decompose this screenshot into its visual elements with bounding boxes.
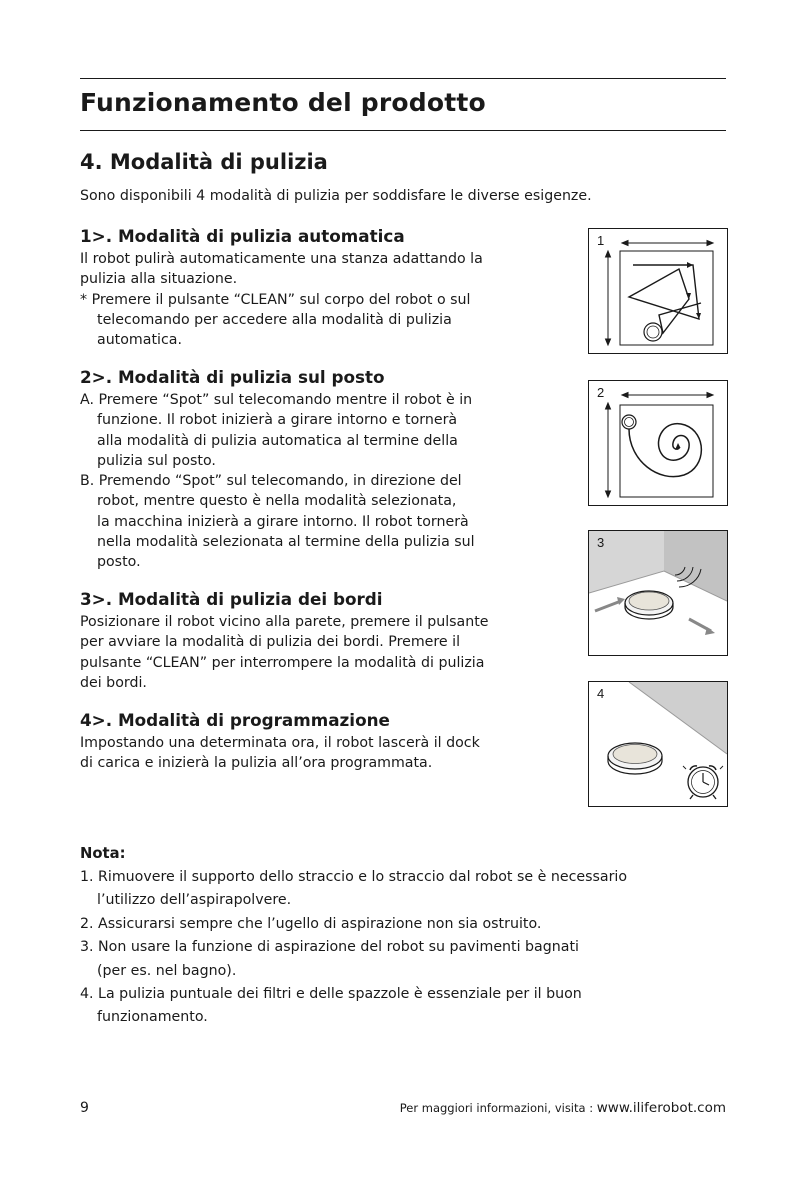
mode-line: per avviare la modalità di pulizia dei bordi. Premere il [80, 634, 461, 651]
mode-line: pulsante “CLEAN” per interrompere la modalità di pulizia [80, 654, 485, 671]
top-rule [80, 78, 726, 79]
intro-text: Sono disponibili 4 modalità di pulizia per soddisfare le diverse esigenze. [80, 188, 592, 204]
figure-edge [588, 530, 728, 656]
figure-number: 2 [597, 385, 605, 400]
mode-line: automatica. [97, 332, 182, 349]
note-line: funzionamento. [97, 1009, 208, 1026]
automatic-cleaning-path-icon [589, 229, 727, 353]
footer-info-text: Per maggiori informazioni, visita : [399, 1101, 597, 1115]
mode-line: B. Premendo “Spot” sul telecomando, in direzione del [80, 473, 462, 490]
note-line: 3. Non usare la funzione di aspirazione del robot su pavimenti bagnati [80, 939, 579, 956]
figure-scheduling [588, 681, 728, 807]
figure-automatic [588, 228, 728, 354]
mode-line: * Premere il pulsante “CLEAN” sul corpo del robot o sul [80, 291, 471, 308]
mode-line: Il robot pulirà automaticamente una stanza adattando la [80, 251, 483, 267]
mode-line: Posizionare il robot vicino alla parete, premere il pulsante [80, 614, 489, 630]
note-line: (per es. nel bagno). [97, 962, 237, 979]
mode-line: di carica e inizierà la pulizia all’ora programmata. [80, 755, 433, 772]
edge-cleaning-robot-icon [589, 531, 727, 655]
mode-title: 1>. Modalità di pulizia automatica [80, 226, 405, 246]
mode-title: 2>. Modalità di pulizia sul posto [80, 367, 385, 387]
figure-spot [588, 380, 728, 506]
mode-title: 4>. Modalità di programmazione [80, 710, 390, 730]
scheduled-cleaning-alarm-clock-icon [589, 682, 727, 806]
section-title: 4. Modalità di pulizia [80, 150, 328, 174]
mode-line: Impostando una determinata ora, il robot lascerà il dock [80, 735, 480, 751]
mode-line: alla modalità di pulizia automatica al termine della [97, 432, 458, 449]
website-link[interactable]: www.iliferobot.com [596, 1100, 726, 1116]
mode-line: telecomando per accedere alla modalità di pulizia [97, 311, 452, 328]
mode-line: pulizia alla situazione. [80, 271, 238, 288]
note-line: 1. Rimuovere il supporto dello straccio e lo straccio dal robot se è necessario [80, 869, 628, 885]
notes-title: Nota: [80, 845, 126, 862]
figure-number: 3 [597, 535, 605, 550]
page-number: 9 [80, 1100, 89, 1116]
mode-line: A. Premere “Spot” sul telecomando mentre il robot è in [80, 392, 473, 408]
page-title: Funzionamento del prodotto [80, 88, 486, 117]
mode-automatic [80, 225, 560, 350]
note-line: l’utilizzo dell’aspirapolvere. [97, 892, 292, 909]
mode-line: robot, mentre questo è nella modalità selezionata, [97, 493, 457, 510]
mode-spot [80, 366, 560, 573]
note-line: 2. Assicurarsi sempre che l’ugello di aspirazione non sia ostruito. [80, 915, 542, 932]
spot-cleaning-spiral-icon [589, 381, 727, 505]
figure-number: 1 [597, 233, 605, 248]
mode-edge [80, 588, 560, 693]
mode-line: la macchina inizierà a girare intorno. Il robot tornerà [97, 513, 469, 530]
figure-number: 4 [597, 686, 605, 701]
mode-title: 3>. Modalità di pulizia dei bordi [80, 589, 383, 609]
mode-line: posto. [97, 554, 141, 571]
note-line: 4. La pulizia puntuale dei filtri e delle spazzole è essenziale per il buon [80, 986, 582, 1003]
mode-line: funzione. Il robot inizierà a girare intorno e tornerà [97, 412, 458, 429]
mode-line: nella modalità selezionata al termine della pulizia sul [97, 534, 475, 551]
footer-info [400, 1100, 726, 1116]
mode-scheduling [80, 709, 560, 774]
mode-line: pulizia sul posto. [97, 452, 216, 469]
notes-section [80, 842, 740, 1030]
title-underline [80, 130, 726, 131]
mode-line: dei bordi. [80, 674, 147, 691]
